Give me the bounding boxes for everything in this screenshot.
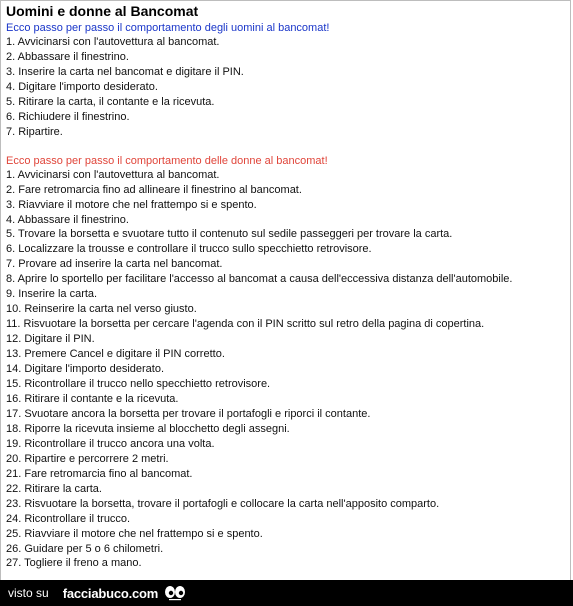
women-step: 24. Ricontrollare il trucco. xyxy=(6,512,131,525)
women-intro: Ecco passo per passo il comportamento delle donne al bancomat! xyxy=(6,154,328,167)
women-step: 20. Ripartire e percorrere 2 metri. xyxy=(6,452,169,465)
women-step: 12. Digitare il PIN. xyxy=(6,333,95,346)
men-step: 4. Digitare l'importo desiderato. xyxy=(6,80,158,93)
women-step: 4. Abbassare il finestrino. xyxy=(6,213,129,226)
women-step: 23. Risvuotare la borsetta, trovare il portafogli e collocare la carta nell'apposito comparto. xyxy=(6,497,440,510)
eyes-icon xyxy=(164,585,186,601)
women-step: 25. Riavviare il motore che nel frattempo si e spento. xyxy=(6,527,263,540)
men-step: 5. Ritirare la carta, il contante e la ricevuta. xyxy=(6,95,215,108)
men-step: 6. Richiudere il finestrino. xyxy=(6,110,130,123)
women-step: 21. Fare retromarcia fino al bancomat. xyxy=(6,467,193,480)
women-step: 5. Trovare la borsetta e svuotare tutto il contenuto sul sedile passeggeri per trovare la carta. xyxy=(6,228,453,241)
men-step: 7. Ripartire. xyxy=(6,125,63,138)
women-step: 10. Reinserire la carta nel verso giusto. xyxy=(6,303,197,316)
men-step: 1. Avvicinarsi con l'autovettura al bancomat. xyxy=(6,36,220,48)
women-step: 11. Risvuotare la borsetta per cercare l'agenda con il PIN scritto sul retro della pagina di copertina. xyxy=(6,318,485,331)
women-step: 9. Inserire la carta. xyxy=(6,288,98,301)
men-step: 2. Abbassare il finestrino. xyxy=(6,50,129,63)
women-step: 6. Localizzare la trousse e controllare il trucco sullo specchietto retrovisore. xyxy=(6,243,372,256)
men-step: 3. Inserire la carta nel bancomat e digitare il PIN. xyxy=(6,65,244,78)
women-step: 14. Digitare l'importo desiderato. xyxy=(6,363,165,376)
women-step: 15. Ricontrollare il trucco nello specchietto retrovisore. xyxy=(6,378,271,391)
women-steps-list xyxy=(6,168,566,572)
men-steps-list xyxy=(6,35,566,140)
brand-link[interactable]: facciabuco.com xyxy=(62,585,159,601)
women-step: 7. Provare ad inserire la carta nel bancomat. xyxy=(6,258,223,271)
footer-bar xyxy=(0,580,573,606)
women-step: 16. Ritirare il contante e la ricevuta. xyxy=(6,392,179,405)
women-step: 1. Avvicinarsi con l'autovettura al bancomat. xyxy=(6,168,220,181)
page-title: Uomini e donne al Bancomat xyxy=(6,3,199,19)
women-step: 3. Riavviare il motore che nel frattempo si e spento. xyxy=(6,198,257,211)
women-step: 13. Premere Cancel e digitare il PIN corretto. xyxy=(6,348,225,361)
women-step: 26. Guidare per 5 o 6 chilometri. xyxy=(6,542,164,555)
women-step: 19. Ricontrollare il trucco ancora una volta. xyxy=(6,437,215,450)
visto-su-label: visto su xyxy=(8,586,49,600)
men-intro: Ecco passo per passo il comportamento degli uomini al bancomat! xyxy=(6,22,330,34)
women-step: 2. Fare retromarcia fino ad allineare il finestrino al bancomat. xyxy=(6,183,302,196)
women-step: 22. Ritirare la carta. xyxy=(6,482,102,495)
women-step: 27. Togliere il freno a mano. xyxy=(6,557,142,570)
joke-content xyxy=(6,3,566,571)
women-step: 8. Aprire lo sportello per facilitare l'accesso al bancomat a causa dell'eccessiva distanza dell'automobile. xyxy=(6,273,513,286)
women-step: 18. Riporre la ricevuta insieme al blocchetto degli assegni. xyxy=(6,422,290,435)
women-step: 17. Svuotare ancora la borsetta per trovare il portafogli e riporci il contante. xyxy=(6,407,371,420)
